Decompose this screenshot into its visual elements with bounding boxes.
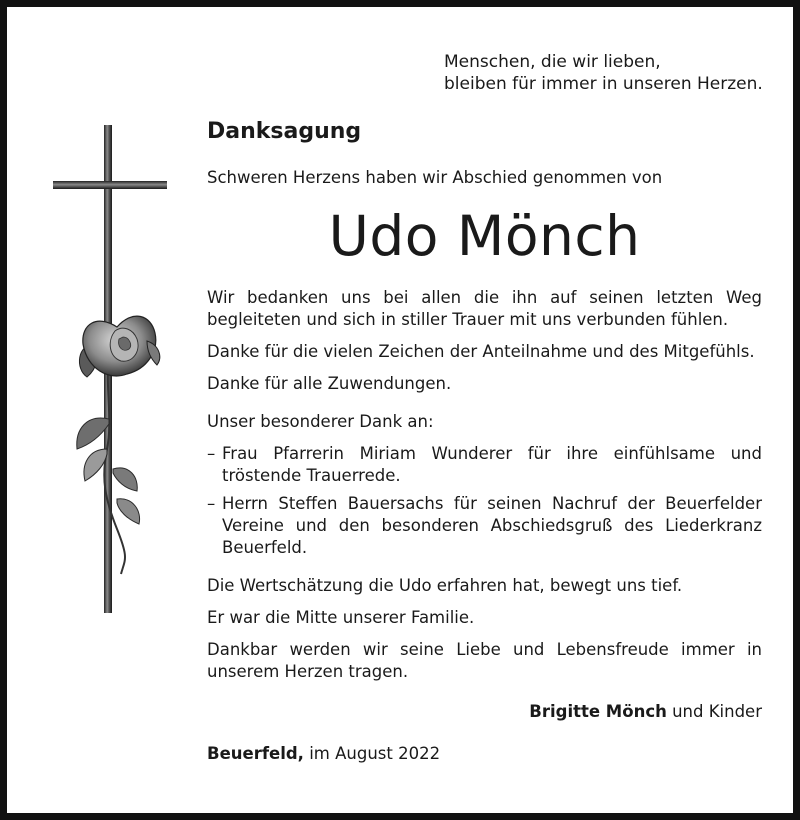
cross-with-rose-ornament [47, 119, 172, 619]
deceased-name: Udo Mönch [328, 204, 641, 268]
list-item-text: Herrn Steffen Bauersachs für seinen Nachruf der Beuerfelder Vereine und den besonderen Abschiedsgruß des Liederkranz Beuerfeld. [222, 494, 762, 557]
list-item-text: Frau Pfarrerin Miriam Wunderer für ihre einfühlsame und tröstende Trauerrede. [222, 444, 762, 485]
signature-suffix: und Kinder [666, 702, 762, 721]
closing-line: Die Wertschätzung die Udo erfahren hat, bewegt uns tief. [207, 576, 683, 595]
rose-icon [77, 316, 160, 574]
memorial-quote [444, 51, 763, 95]
closing-line: Er war die Mitte unserer Familie. [207, 608, 475, 627]
dash-bullet: – [207, 494, 216, 513]
list-item [207, 493, 762, 559]
dash-bullet: – [207, 444, 216, 463]
thanks-donations-line: Danke für alle Zuwendungen. [207, 374, 452, 393]
special-thanks-list [207, 443, 762, 559]
signature [207, 701, 762, 723]
intro-line: Schweren Herzens haben wir Abschied genommen von [207, 168, 663, 187]
quote-line: bleiben für immer in unseren Herzen. [444, 74, 763, 94]
thanks-paragraph: Wir bedanken uns bei allen die ihn auf seinen letzten Weg begleiteten und sich in stiller Trauer mit uns verbunden fühlen. [207, 288, 762, 329]
obituary-text [207, 117, 762, 765]
signature-name: Brigitte Mönch [529, 702, 667, 721]
page-title: Danksagung [207, 119, 362, 144]
date-text: im August 2022 [303, 744, 441, 763]
place-date [207, 743, 762, 765]
list-item [207, 443, 762, 487]
closing-paragraph: Dankbar werden wir seine Liebe und Lebensfreude immer in unserem Herzen tragen. [207, 640, 762, 681]
special-thanks-label: Unser besonderer Dank an: [207, 412, 434, 431]
quote-line: Menschen, die wir lieben, [444, 52, 661, 72]
place-name: Beuerfeld, [207, 744, 304, 763]
thanks-signs-line: Danke für die vielen Zeichen der Anteilnahme und des Mitgefühls. [207, 342, 755, 361]
